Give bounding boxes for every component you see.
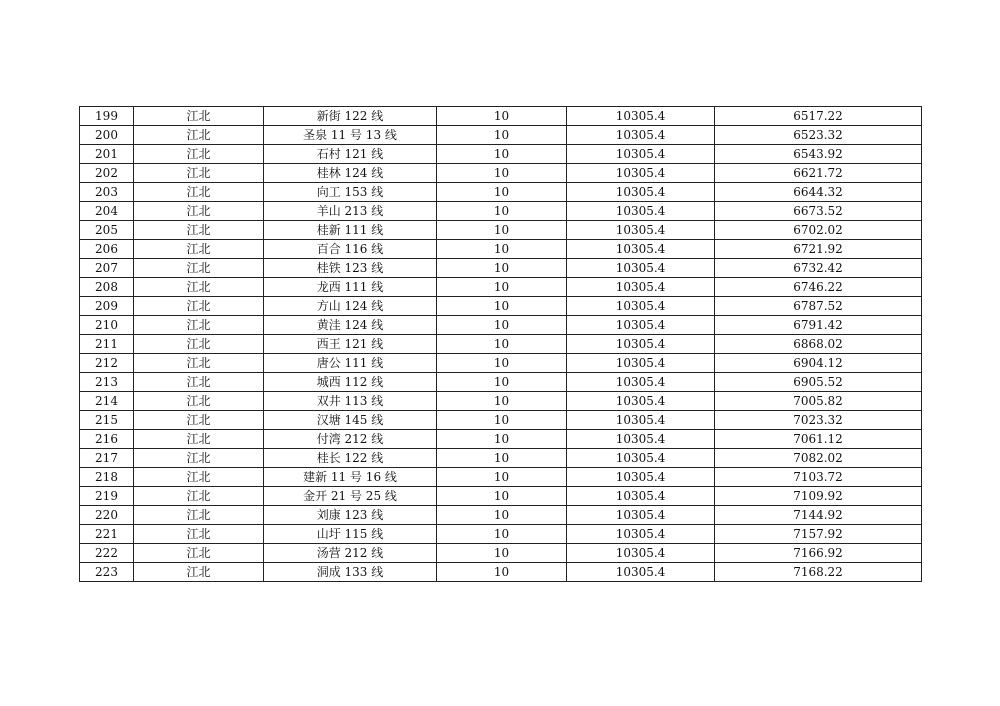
row-number-cell: 209 — [80, 297, 134, 316]
value-b-cell: 6523.32 — [715, 126, 922, 145]
value-a-cell: 10305.4 — [567, 202, 715, 221]
value-b-cell: 7061.12 — [715, 430, 922, 449]
table-row — [80, 373, 922, 392]
table-row — [80, 164, 922, 183]
row-number-cell: 210 — [80, 316, 134, 335]
row-number-cell: 199 — [80, 107, 134, 126]
line-name-cell: 汤营 212 线 — [264, 544, 437, 563]
value-b-cell: 7166.92 — [715, 544, 922, 563]
value-a-cell: 10305.4 — [567, 392, 715, 411]
value-a-cell: 10305.4 — [567, 335, 715, 354]
table-row — [80, 145, 922, 164]
voltage-cell: 10 — [437, 563, 567, 582]
table-row — [80, 259, 922, 278]
voltage-cell: 10 — [437, 468, 567, 487]
region-cell: 江北 — [134, 544, 264, 563]
line-name-cell: 方山 124 线 — [264, 297, 437, 316]
row-number-cell: 213 — [80, 373, 134, 392]
table-body — [80, 107, 922, 582]
value-a-cell: 10305.4 — [567, 373, 715, 392]
line-name-cell: 金开 21 号 25 线 — [264, 487, 437, 506]
value-b-cell: 6732.42 — [715, 259, 922, 278]
value-b-cell: 7157.92 — [715, 525, 922, 544]
region-cell: 江北 — [134, 563, 264, 582]
table-row — [80, 278, 922, 297]
row-number-cell: 220 — [80, 506, 134, 525]
line-name-cell: 双井 113 线 — [264, 392, 437, 411]
region-cell: 江北 — [134, 392, 264, 411]
region-cell: 江北 — [134, 411, 264, 430]
row-number-cell: 212 — [80, 354, 134, 373]
table-row — [80, 202, 922, 221]
value-b-cell: 6721.92 — [715, 240, 922, 259]
voltage-cell: 10 — [437, 240, 567, 259]
table-row — [80, 107, 922, 126]
region-cell: 江北 — [134, 297, 264, 316]
table-row — [80, 297, 922, 316]
value-b-cell: 6702.02 — [715, 221, 922, 240]
voltage-cell: 10 — [437, 202, 567, 221]
value-b-cell: 6543.92 — [715, 145, 922, 164]
value-a-cell: 10305.4 — [567, 278, 715, 297]
row-number-cell: 201 — [80, 145, 134, 164]
line-name-cell: 新街 122 线 — [264, 107, 437, 126]
voltage-cell: 10 — [437, 525, 567, 544]
table-row — [80, 316, 922, 335]
row-number-cell: 217 — [80, 449, 134, 468]
voltage-cell: 10 — [437, 354, 567, 373]
value-a-cell: 10305.4 — [567, 126, 715, 145]
table-row — [80, 487, 922, 506]
line-name-cell: 桂铁 123 线 — [264, 259, 437, 278]
value-a-cell: 10305.4 — [567, 316, 715, 335]
voltage-cell: 10 — [437, 392, 567, 411]
line-name-cell: 刘康 123 线 — [264, 506, 437, 525]
region-cell: 江北 — [134, 278, 264, 297]
row-number-cell: 216 — [80, 430, 134, 449]
line-name-cell: 石村 121 线 — [264, 145, 437, 164]
value-b-cell: 6621.72 — [715, 164, 922, 183]
line-name-cell: 龙西 111 线 — [264, 278, 437, 297]
row-number-cell: 214 — [80, 392, 134, 411]
voltage-cell: 10 — [437, 487, 567, 506]
row-number-cell: 202 — [80, 164, 134, 183]
region-cell: 江北 — [134, 430, 264, 449]
voltage-cell: 10 — [437, 145, 567, 164]
line-name-cell: 向工 153 线 — [264, 183, 437, 202]
value-b-cell: 7109.92 — [715, 487, 922, 506]
value-b-cell: 7168.22 — [715, 563, 922, 582]
table-row — [80, 183, 922, 202]
row-number-cell: 208 — [80, 278, 134, 297]
value-b-cell: 7144.92 — [715, 506, 922, 525]
row-number-cell: 205 — [80, 221, 134, 240]
value-b-cell: 6644.32 — [715, 183, 922, 202]
value-a-cell: 10305.4 — [567, 240, 715, 259]
line-name-cell: 汉塘 145 线 — [264, 411, 437, 430]
region-cell: 江北 — [134, 525, 264, 544]
line-name-cell: 唐公 111 线 — [264, 354, 437, 373]
value-a-cell: 10305.4 — [567, 183, 715, 202]
row-number-cell: 223 — [80, 563, 134, 582]
value-a-cell: 10305.4 — [567, 164, 715, 183]
table-row — [80, 525, 922, 544]
row-number-cell: 215 — [80, 411, 134, 430]
value-b-cell: 6905.52 — [715, 373, 922, 392]
value-a-cell: 10305.4 — [567, 221, 715, 240]
voltage-cell: 10 — [437, 164, 567, 183]
region-cell: 江北 — [134, 240, 264, 259]
table-row — [80, 392, 922, 411]
region-cell: 江北 — [134, 221, 264, 240]
line-name-cell: 桂林 124 线 — [264, 164, 437, 183]
voltage-cell: 10 — [437, 259, 567, 278]
region-cell: 江北 — [134, 354, 264, 373]
line-name-cell: 洞成 133 线 — [264, 563, 437, 582]
region-cell: 江北 — [134, 183, 264, 202]
value-a-cell: 10305.4 — [567, 563, 715, 582]
voltage-cell: 10 — [437, 373, 567, 392]
voltage-cell: 10 — [437, 183, 567, 202]
row-number-cell: 218 — [80, 468, 134, 487]
table-row — [80, 354, 922, 373]
voltage-cell: 10 — [437, 297, 567, 316]
row-number-cell: 207 — [80, 259, 134, 278]
table-row — [80, 506, 922, 525]
region-cell: 江北 — [134, 259, 264, 278]
value-b-cell: 6517.22 — [715, 107, 922, 126]
table-row — [80, 240, 922, 259]
voltage-cell: 10 — [437, 335, 567, 354]
data-table — [79, 106, 922, 582]
table-row — [80, 544, 922, 563]
line-name-cell: 百合 116 线 — [264, 240, 437, 259]
region-cell: 江北 — [134, 316, 264, 335]
value-b-cell: 7103.72 — [715, 468, 922, 487]
line-name-cell: 城西 112 线 — [264, 373, 437, 392]
region-cell: 江北 — [134, 107, 264, 126]
value-b-cell: 6787.52 — [715, 297, 922, 316]
table-row — [80, 468, 922, 487]
table-row — [80, 335, 922, 354]
table-row — [80, 449, 922, 468]
voltage-cell: 10 — [437, 278, 567, 297]
line-name-cell: 建新 11 号 16 线 — [264, 468, 437, 487]
voltage-cell: 10 — [437, 107, 567, 126]
region-cell: 江北 — [134, 164, 264, 183]
region-cell: 江北 — [134, 468, 264, 487]
row-number-cell: 221 — [80, 525, 134, 544]
row-number-cell: 206 — [80, 240, 134, 259]
row-number-cell: 222 — [80, 544, 134, 563]
region-cell: 江北 — [134, 449, 264, 468]
value-b-cell: 7005.82 — [715, 392, 922, 411]
value-a-cell: 10305.4 — [567, 259, 715, 278]
voltage-cell: 10 — [437, 544, 567, 563]
row-number-cell: 203 — [80, 183, 134, 202]
region-cell: 江北 — [134, 202, 264, 221]
row-number-cell: 204 — [80, 202, 134, 221]
voltage-cell: 10 — [437, 506, 567, 525]
line-name-cell: 西王 121 线 — [264, 335, 437, 354]
region-cell: 江北 — [134, 335, 264, 354]
region-cell: 江北 — [134, 145, 264, 164]
voltage-cell: 10 — [437, 316, 567, 335]
value-b-cell: 6791.42 — [715, 316, 922, 335]
row-number-cell: 200 — [80, 126, 134, 145]
region-cell: 江北 — [134, 126, 264, 145]
line-name-cell: 桂长 122 线 — [264, 449, 437, 468]
value-a-cell: 10305.4 — [567, 297, 715, 316]
table-row — [80, 411, 922, 430]
line-name-cell: 黄洼 124 线 — [264, 316, 437, 335]
value-b-cell: 7082.02 — [715, 449, 922, 468]
region-cell: 江北 — [134, 487, 264, 506]
value-a-cell: 10305.4 — [567, 107, 715, 126]
voltage-cell: 10 — [437, 411, 567, 430]
table-row — [80, 430, 922, 449]
line-name-cell: 付湾 212 线 — [264, 430, 437, 449]
value-b-cell: 6904.12 — [715, 354, 922, 373]
voltage-cell: 10 — [437, 449, 567, 468]
value-b-cell: 7023.32 — [715, 411, 922, 430]
value-b-cell: 6746.22 — [715, 278, 922, 297]
table-row — [80, 563, 922, 582]
region-cell: 江北 — [134, 506, 264, 525]
region-cell: 江北 — [134, 373, 264, 392]
value-a-cell: 10305.4 — [567, 487, 715, 506]
value-b-cell: 6673.52 — [715, 202, 922, 221]
table-row — [80, 126, 922, 145]
line-name-cell: 山圩 115 线 — [264, 525, 437, 544]
table-row — [80, 221, 922, 240]
value-a-cell: 10305.4 — [567, 411, 715, 430]
line-name-cell: 桂新 111 线 — [264, 221, 437, 240]
value-a-cell: 10305.4 — [567, 544, 715, 563]
line-name-cell: 羊山 213 线 — [264, 202, 437, 221]
value-a-cell: 10305.4 — [567, 354, 715, 373]
row-number-cell: 211 — [80, 335, 134, 354]
voltage-cell: 10 — [437, 126, 567, 145]
voltage-cell: 10 — [437, 221, 567, 240]
value-b-cell: 6868.02 — [715, 335, 922, 354]
value-a-cell: 10305.4 — [567, 430, 715, 449]
line-name-cell: 圣泉 11 号 13 线 — [264, 126, 437, 145]
row-number-cell: 219 — [80, 487, 134, 506]
value-a-cell: 10305.4 — [567, 145, 715, 164]
value-a-cell: 10305.4 — [567, 468, 715, 487]
value-a-cell: 10305.4 — [567, 449, 715, 468]
voltage-cell: 10 — [437, 430, 567, 449]
value-a-cell: 10305.4 — [567, 525, 715, 544]
value-a-cell: 10305.4 — [567, 506, 715, 525]
